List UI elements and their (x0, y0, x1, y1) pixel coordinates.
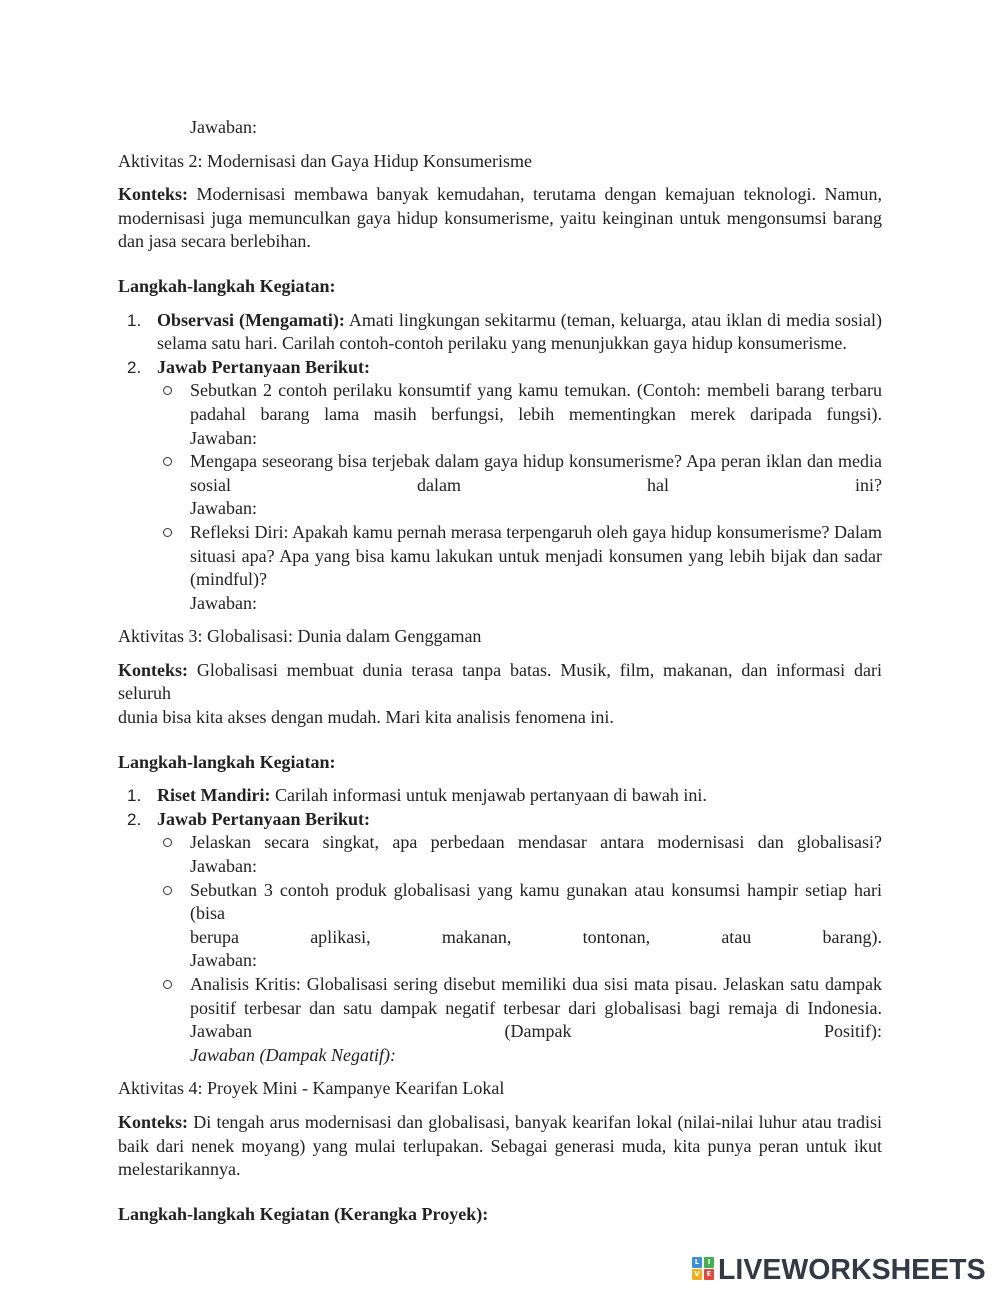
activity-2-context (118, 183, 882, 254)
question-text-line: Sebutkan 3 contoh produk globalisasi yang kamu gunakan atau konsumsi hampir setiap hari (bisa (190, 879, 882, 924)
step-item (118, 784, 882, 808)
question-text-line: Sebutkan 2 contoh perilaku konsumtif yang kamu temukan. (Contoh: membeli barang terbaru (190, 380, 882, 401)
activity-3-title: Aktivitas 3: Globalisasi: Dunia dalam Genggaman (118, 626, 482, 647)
question-text-line: (mindful)? (190, 569, 267, 590)
answer-label-positive: Jawaban (Dampak Positif): (190, 1021, 882, 1042)
hollow-bullet-icon (163, 457, 172, 466)
step-item (118, 356, 882, 616)
question-text-line: Jelaskan secara singkat, apa perbedaan mendasar antara modernisasi dan globalisasi? (190, 832, 882, 853)
context-label: Konteks: (118, 1111, 189, 1132)
hollow-bullet-icon (163, 886, 172, 895)
step-label: Jawab Pertanyaan Berikut: (157, 808, 370, 829)
step-number: 2. (127, 809, 142, 829)
liveworksheets-logo (692, 1256, 986, 1284)
step-text-line: selama satu hari. Carilah contoh-contoh perilaku yang menunjukkan gaya hidup konsumerisme. (157, 333, 847, 354)
logo-icon-tile: I (704, 1257, 714, 1268)
activity-3-steps-heading (118, 751, 882, 775)
context-line: baik dari nenek moyang) yang mulai terlupakan. Sebagai generasi muda, kita punya peran untuk ikut (118, 1135, 882, 1156)
step-item (118, 808, 882, 1068)
question-text-line: berupa aplikasi, makanan, tontonan, atau barang). (190, 926, 882, 947)
context-text: Globalisasi membuat dunia terasa tanpa batas. Musik, film, makanan, dan informasi dari seluruh (118, 659, 883, 704)
activity-3-context (118, 659, 882, 730)
context-line: melestarikannya. (118, 1159, 241, 1180)
step-number: 1. (127, 310, 142, 330)
context-line: modernisasi juga memunculkan gaya hidup konsumerisme, yaitu keinginan untuk mengonsumsi barang (118, 207, 882, 228)
step-text-line (157, 356, 882, 380)
activity-3-steps (118, 784, 882, 1067)
logo-text: LIVEWORKSHEETS (718, 1254, 986, 1286)
answer-label: Jawaban: (190, 427, 257, 448)
context-text: Di tengah arus modernisasi dan globalisasi, banyak kearifan lokal (nilai-nilai luhur atau tradisi (193, 1111, 883, 1132)
question-text-line: Mengapa seseorang bisa terjebak dalam gaya hidup konsumerisme? Apa peran iklan dan media (190, 451, 882, 472)
step-label: Observasi (Mengamati): (157, 309, 345, 330)
question-item (157, 521, 882, 615)
answer-label-negative: Jawaban (Dampak Negatif): (190, 1044, 396, 1065)
activity-4-steps-heading (118, 1203, 882, 1227)
step-text: Amati lingkungan sekitarmu (teman, keluarga, atau iklan di media sosial) (348, 309, 882, 330)
hollow-bullet-icon (163, 838, 172, 847)
step-number: 2. (127, 357, 142, 377)
logo-icon-tile: E (704, 1269, 714, 1280)
step-label: Riset Mandiri: (157, 785, 271, 806)
hollow-bullet-icon (163, 386, 172, 395)
context-line (118, 659, 882, 706)
logo-icon-tile: L (692, 1257, 702, 1268)
activity-4-title: Aktivitas 4: Proyek Mini - Kampanye Kearifan Lokal (118, 1078, 505, 1099)
question-text-line: Analisis Kritis: Globalisasi sering disebut memiliki dua sisi mata pisau. Jelaskan satu dampak (190, 974, 882, 994)
hollow-bullet-icon (163, 980, 172, 989)
step-text-line (157, 808, 882, 832)
question-item (157, 879, 882, 973)
activity-4-context (118, 1111, 882, 1182)
question-text-line: positif terbesar dan satu dampak negatif terbesar dari globalisasi bagi remaja di Indonesia. (190, 997, 882, 1018)
context-label: Konteks: (118, 184, 189, 205)
worksheet-content (118, 116, 882, 1236)
step-text-line (157, 784, 882, 808)
context-line (118, 1111, 882, 1135)
question-text-line: padahal barang lama masih berfungsi, lebih mementingkan merek daripada fungsi). (190, 403, 882, 424)
steps-heading-text: Langkah-langkah Kegiatan (Kerangka Proyek): (118, 1203, 489, 1224)
logo-icon-tile: V (692, 1269, 702, 1280)
activity-2-title: Aktivitas 2: Modernisasi dan Gaya Hidup Konsumerisme (118, 150, 532, 171)
context-line (118, 183, 882, 207)
context-text: Modernisasi membawa banyak kemudahan, terutama dengan kemajuan teknologi. Namun, (196, 184, 882, 205)
context-line: dunia bisa kita akses dengan mudah. Mari kita analisis fenomena ini. (118, 707, 614, 728)
activity-2-steps (118, 309, 882, 616)
question-item (157, 379, 882, 450)
step-text-line (157, 309, 882, 333)
steps-heading-text: Langkah-langkah Kegiatan: (118, 275, 336, 296)
question-text-line: situasi apa? Apa yang bisa kamu lakukan untuk menjadi konsumen yang lebih bijak dan sadar (190, 545, 882, 566)
step-number: 1. (127, 786, 142, 806)
answer-label: Jawaban: (190, 592, 257, 613)
answer-label: Jawaban: (190, 950, 257, 971)
context-line: dan jasa secara berlebihan. (118, 231, 311, 252)
context-label: Konteks: (118, 659, 189, 680)
answer-label: Jawaban: (190, 856, 257, 877)
logo-icon (692, 1257, 714, 1281)
step-text: Carilah informasi untuk menjawab pertanyaan di bawah ini. (274, 785, 707, 806)
question-item (157, 450, 882, 521)
activity-2-steps-heading (118, 275, 882, 299)
hollow-bullet-icon (163, 528, 172, 537)
answer-label: Jawaban: (190, 498, 257, 519)
steps-heading-text: Langkah-langkah Kegiatan: (118, 751, 336, 772)
step-item (118, 309, 882, 356)
step-label: Jawab Pertanyaan Berikut: (157, 356, 370, 377)
question-text-line: Refleksi Diri: Apakah kamu pernah merasa terpengaruh oleh gaya hidup konsumerisme? Dalam (190, 521, 882, 542)
question-item (157, 973, 882, 1067)
question-item (157, 831, 882, 878)
question-text-line: sosial dalam hal ini? (190, 474, 882, 495)
continuation-answer-label: Jawaban: (190, 117, 257, 137)
